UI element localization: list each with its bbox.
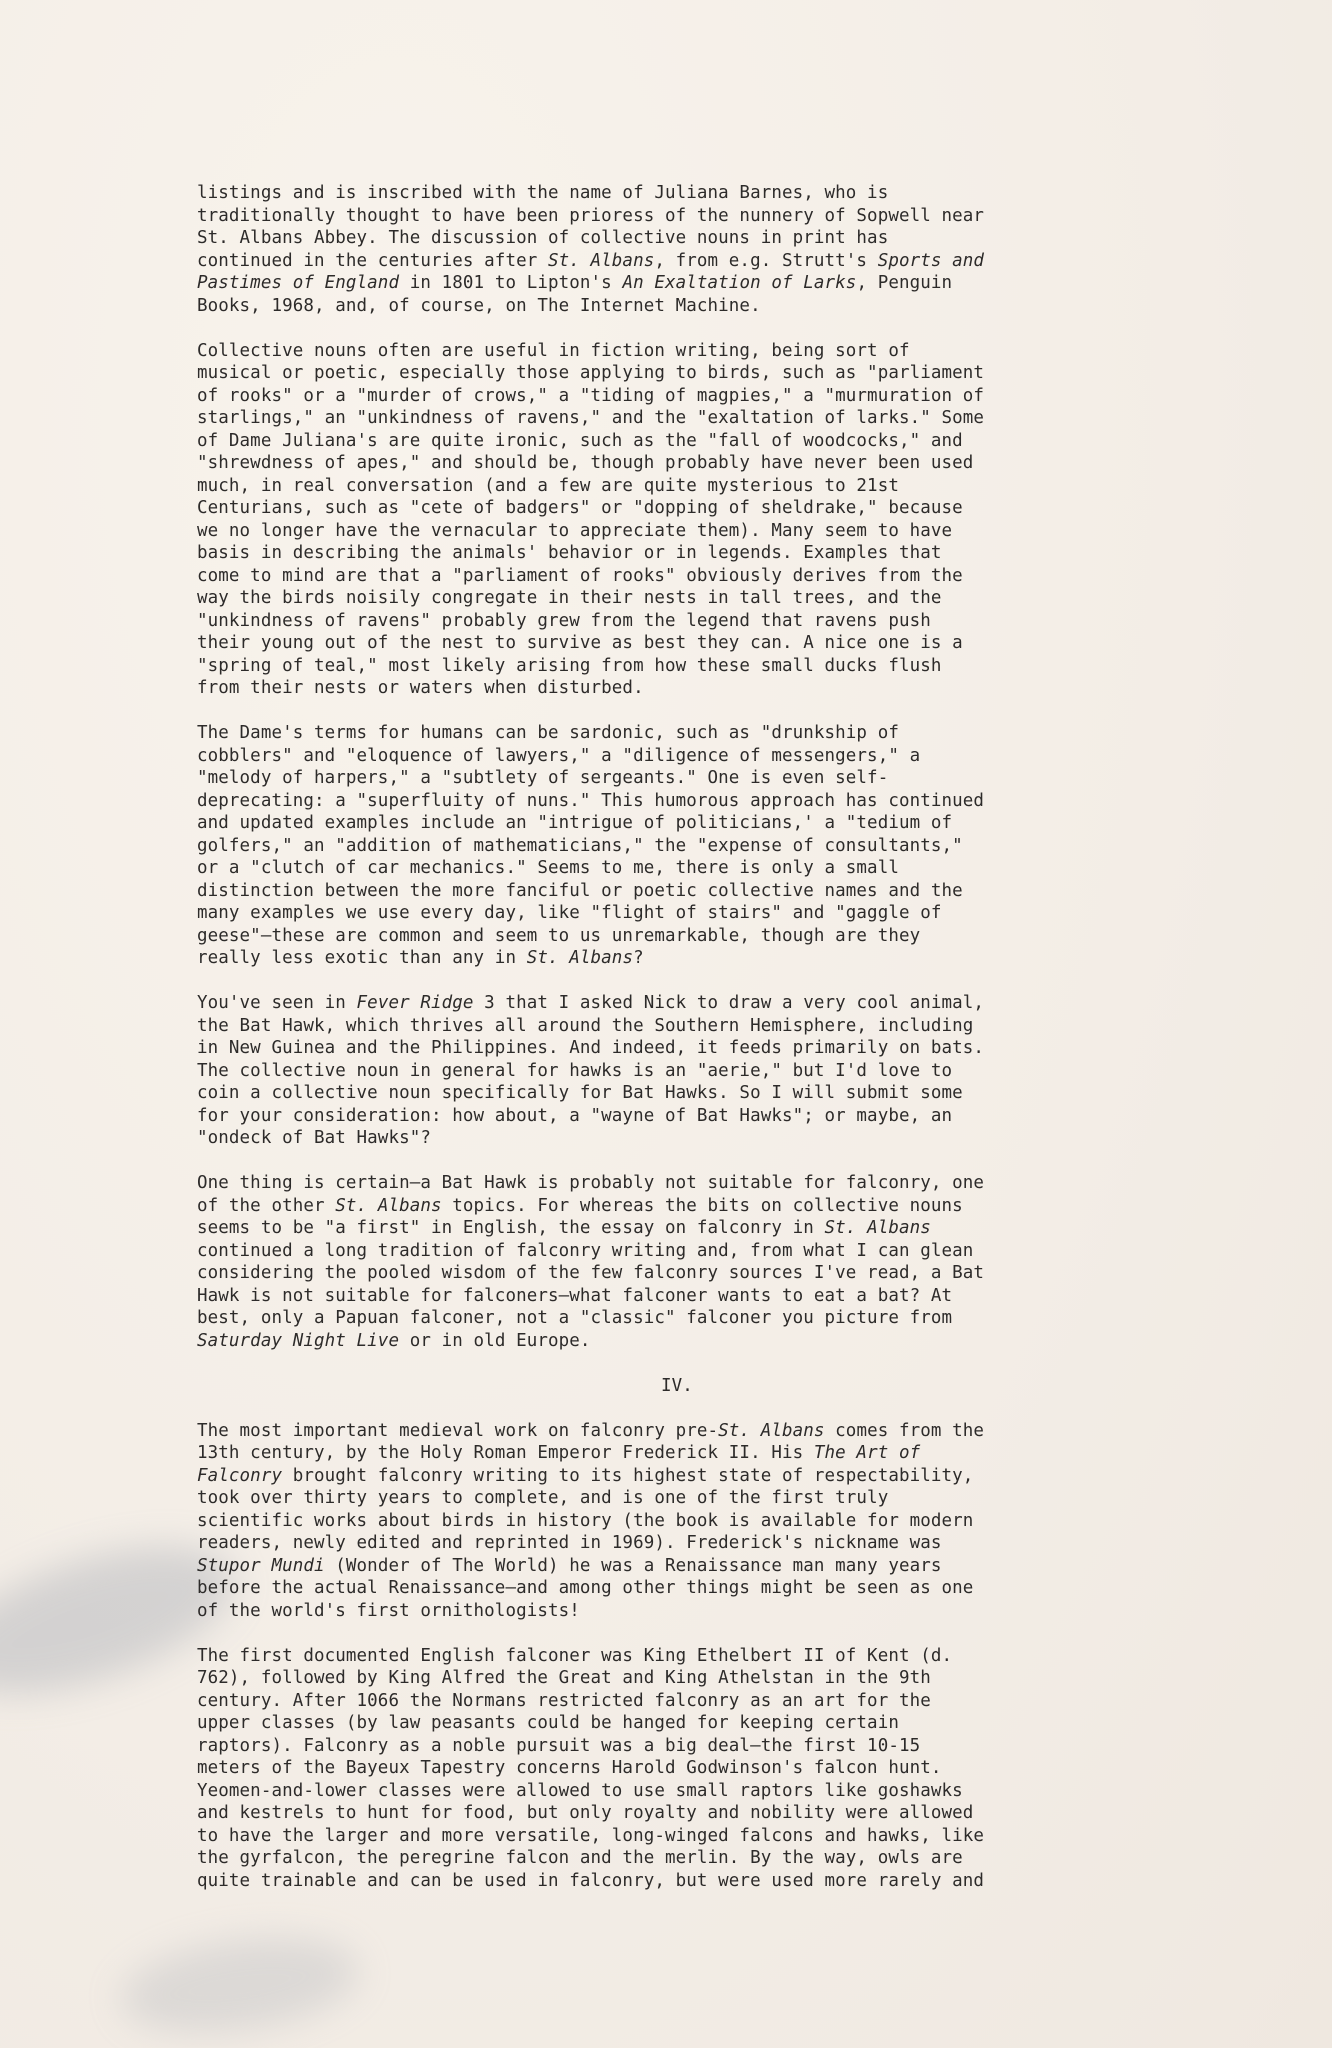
italic-text-run: St. Albans [335,1195,442,1216]
italic-text-run: St. Albans [526,948,634,968]
text-run: listings and is inscribed with the name of Juliana Barnes, who is traditionally thought to have been prioress of the nunnery of Sopwell near St. Albans Abbey. The discussion of collective nouns in print has continued in the centuries after [197,183,985,271]
paragraph-bat-hawk [197,992,1157,1150]
paragraph-human-collective-nouns [197,722,1157,970]
paragraph-frederick-ii [197,1420,1157,1623]
italic-text-run: An Exaltation of Larks [622,273,857,293]
text-run: ? [633,948,644,968]
text-run: The Dame's terms for humans can be sardonic, such as "drunkship of cobblers" and "eloquence of lawyers," a "diligence of messengers," a "melody of harpers," a "subtlety of sergeants." One is even self- deprecating: a "superfluity of nuns." This humorous approach has continued and updated examples include an "intrigue of politicians,' a "tedium of golfers," an "addition of mathematicians," the "expense of consultants," or a "clutch of car mechanics." Seems to me, there is only a small distinction between the more fanciful or poetic collective names and the many examples we use every day, like "flight of stairs" and "gaggle of geese"—these are common and seem to us unremarkable, though are they really less exotic than any in [197,723,985,968]
text-run: topics. For whereas the bits on collective nouns seems to be "a first" in English, the essay on falconry in [197,1195,963,1238]
italic-text-run: The Art of Falconry [197,1443,921,1486]
text-run: 3 that I asked Nick to draw a very cool animal, the Bat Hawk, which thrives all around the Southern Hemisphere, including in New Guinea and the Philippines. And indeed, it feeds primarily on bats. The collective noun in general for hawks is an "aerie," but I'd love to coin a collective noun specifically for Bat Hawks. So I will submit some for your consideration: how about, a "wayne of Bat Hawks"; or maybe, an "ondeck of Bat Hawks"? [197,993,985,1148]
text-run: continued a long tradition of falconry writing and, from what I can glean considering the pooled wisdom of the few falconry sources I've read, a Bat Hawk is not suitable for falconers—what falconer wants to eat a bat? At best, only a Papuan falconer, not a "classic" falconer you picture from [197,1240,985,1328]
text-run: One thing is certain—a Bat Hawk is probably not suitable for falconry, one of the other [197,1173,985,1216]
italic-text-run: Fever Ridge [356,993,474,1013]
section-heading: IV. [661,1375,693,1396]
body-text-column [197,182,1157,1915]
italic-text-run: St. Albans [547,250,655,271]
text-run: (Wonder of The World) he was a Renaissance man many years before the actual Renaissance—and among other things might be seen as one of the world's first ornithologists! [197,1555,974,1621]
paragraph-falconry-suitability [197,1172,1157,1352]
italic-text-run: Sports and Pastimes of England [197,250,985,293]
text-run: The first documented English falconer was King Ethelbert II of Kent (d. 762), followed by King Alfred the Great and King Athelstan in the 9th century. After 1066 the Normans restricted falconry as an art for the upper classes (by law peasants could be hanged for keeping certain raptors). Falconry as a noble pursuit was a big deal—the first 10-15 meters of the Bayeux Tapestry concerns Harold Godwinson's falcon hunt. Yeomen-and-lower classes were allowed to use small raptors like goshawks and kestrels to hunt for food, but only royalty and nobility were allowed to have the larger and more versatile, long-winged falcons and hawks, like the gyrfalcon, the peregrine falcon and the merlin. By the way, owls are quite trainable and can be used in falconry, but were used more rarely and [197,1645,985,1891]
text-run: The most important medieval work on falconry pre- [197,1420,719,1441]
ink-smudge-decoration-lower [115,1924,365,2047]
italic-text-run: Stupor Mundi [197,1555,325,1576]
text-run: You've seen in [197,993,357,1013]
text-run: brought falconry writing to its highest state of respectability, took over thirty years to complete, and is one of the first truly scientific works about birds in history (the book is available for modern readers, newly edited and reprinted in 1969). Frederick's nickname was [197,1465,974,1553]
text-run: , from e.g. Strutt's [654,250,878,271]
text-run: in 1801 to Lipton's [399,273,623,293]
paragraph-english-falconry [197,1645,1157,1893]
italic-text-run: Saturday Night Live [197,1330,400,1351]
paragraph-collective-nouns-history [197,182,1157,317]
text-run: comes from the 13th century, by the Holy Roman Emperor Frederick II. His [197,1420,985,1463]
text-run: Collective nouns often are useful in fiction writing, being sort of musical or poetic, especially those applying to birds, such as "parliament of rooks" or a "murder of crows," a "tiding of magpies," a "murmuration of starlings," an "unkindness of ravens," and the "exaltation of larks." Some of Dame Juliana's are quite ironic, such as the "fall of woodcocks," and "shrewdness of apes," and should be, though probably have never been used much, in real conversation (and a few are quite mysterious to 21st Centurians, such as "cete of badgers" or "dopping of sheldrake," because we no longer have the vernacular to appreciate them). Many seem to have basis in describing the animals' behavior or in legends. Examples that come to mind are that a "parliament of rooks" obviously derives from the way the birds noisily congregate in their nests in tall trees, and the "unkindness of ravens" probably grew from the legend that ravens push their young out of the nest to survive as best they can. A nice one is a "spring of teal," most likely arising from how these small ducks flush from their nests or waters when disturbed. [197,340,985,698]
italic-text-run: St. Albans [824,1218,931,1238]
text-run: or in old Europe. [399,1330,591,1351]
paragraph-bird-collective-nouns [197,340,1157,700]
italic-text-run: St. Albans [718,1420,825,1441]
text-run: , Penguin Books, 1968, and, of course, on The Internet Machine. [197,273,953,316]
